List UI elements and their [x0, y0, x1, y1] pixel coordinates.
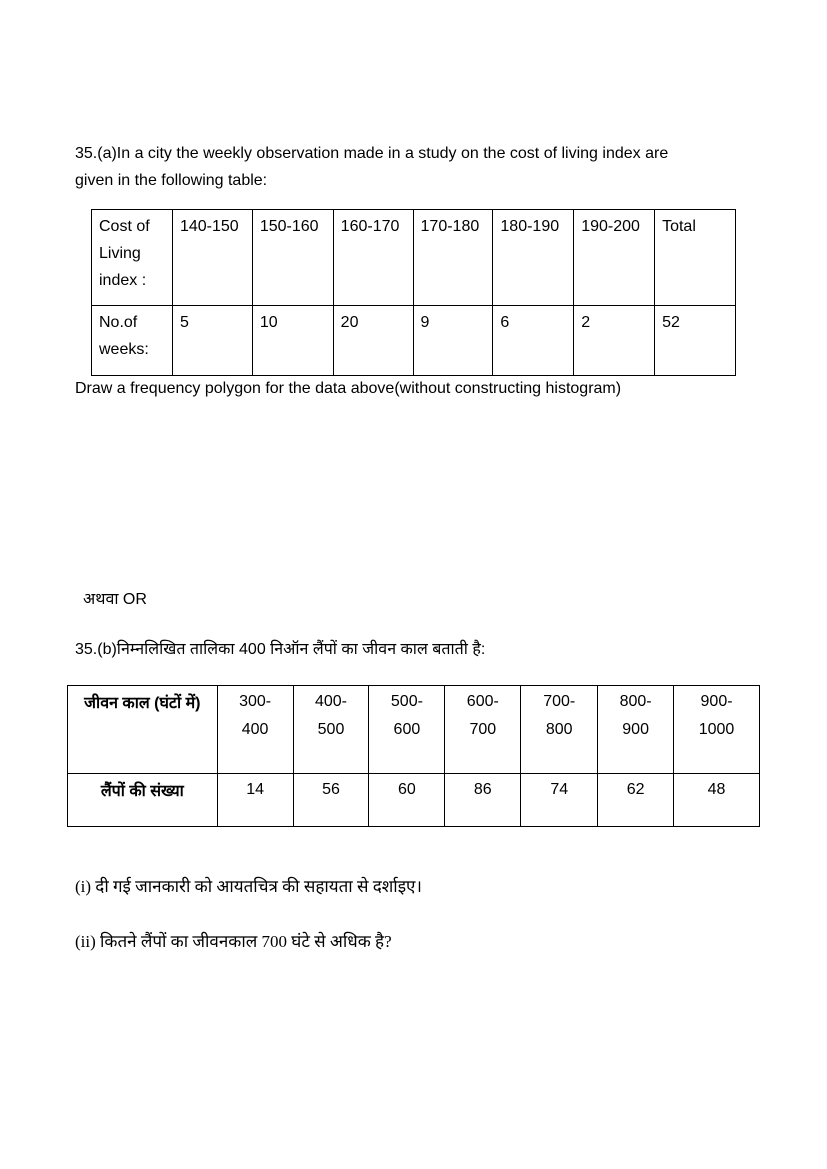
table-cell [521, 686, 598, 774]
q35b-part-ii: (ii) कितने लैंपों का जीवनकाल 700 घंटे से अधिक है? [75, 932, 392, 951]
cost-of-living-table [91, 209, 736, 376]
table-cell: लैंपों की संख्या [68, 774, 218, 827]
q35b-intro: 35.(b)निम्नलिखित तालिका 400 निऑन लैंपों का जीवन काल बताती है: [75, 641, 486, 658]
table-cell: 52 [655, 306, 736, 376]
table-cell: 6 [493, 306, 574, 376]
cell-text: 600-700 [466, 693, 499, 738]
row-label-lifetime: जीवन काल (घंटों में) [84, 695, 201, 712]
table-row [68, 774, 760, 827]
table-cell: 140-150 [172, 210, 252, 306]
q35b-part-i: (i) दी गई जानकारी को आयतचित्र की सहायता से दर्शाइए। [75, 877, 422, 896]
cell-text: 800-900 [619, 693, 652, 738]
table-cell: 74 [521, 774, 598, 827]
table-cell: 180-190 [493, 210, 574, 306]
table-cell: 62 [598, 774, 674, 827]
table-cell: 20 [333, 306, 413, 376]
table-row [92, 306, 736, 376]
table-cell: Total [655, 210, 736, 306]
table-cell [369, 686, 445, 774]
table-cell: 14 [217, 774, 293, 827]
table-header-row [92, 210, 736, 306]
cell-text: 300-400 [239, 693, 272, 738]
table-cell: 170-180 [413, 210, 493, 306]
cell-text: 900-1000 [698, 693, 735, 738]
table-cell [293, 686, 369, 774]
cell-text: 700-800 [543, 693, 576, 738]
table-cell: 10 [252, 306, 333, 376]
table-cell: 9 [413, 306, 493, 376]
q35a-instruction: Draw a frequency polygon for the data above(without constructing histogram) [75, 380, 622, 397]
q35a-intro-line1: 35.(a)In a city the weekly observation made in a study on the cost of living index are [75, 145, 669, 162]
q35a-intro-line2: given in the following table: [75, 172, 268, 189]
table-cell: 5 [172, 306, 252, 376]
table-cell [92, 210, 173, 306]
table-cell: 60 [369, 774, 445, 827]
table-cell: 2 [574, 306, 655, 376]
table-cell: 86 [445, 774, 521, 827]
table-cell: 150-160 [252, 210, 333, 306]
cell-text: 500-600 [390, 693, 423, 738]
row-label-weeks: No.of weeks: [99, 314, 149, 358]
cell-text: 400-500 [314, 693, 348, 738]
table-header-row [68, 686, 760, 774]
table-cell: 190-200 [574, 210, 655, 306]
table-cell [598, 686, 674, 774]
table-cell [68, 686, 218, 774]
or-label: अथवा OR [83, 591, 147, 608]
table-cell [92, 306, 173, 376]
table-cell [445, 686, 521, 774]
table-cell [217, 686, 293, 774]
table-cell: 48 [674, 774, 760, 827]
neon-lamp-lifetime-table [67, 685, 760, 827]
table-cell: 56 [293, 774, 369, 827]
table-cell [674, 686, 760, 774]
table-cell: 160-170 [333, 210, 413, 306]
row-label-cost-of-living: Cost of Living index : [99, 218, 150, 289]
